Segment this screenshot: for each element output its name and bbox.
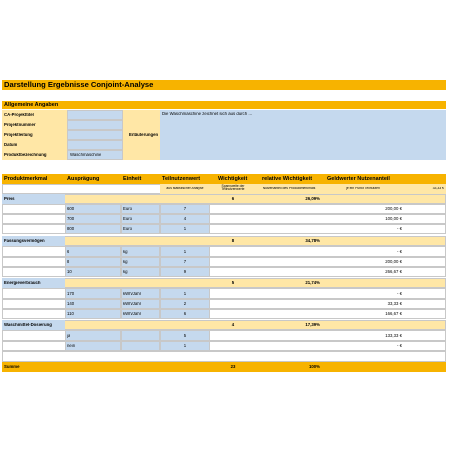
teilnutzen-value: 5: [183, 333, 187, 338]
erlaeuterungen-text-cell[interactable]: [160, 110, 446, 160]
auspraegung-cell[interactable]: [65, 246, 121, 257]
einheit-value: kg: [123, 270, 128, 274]
geld-value: 200,00 €: [385, 207, 402, 211]
auspraegung-cell[interactable]: [65, 257, 121, 267]
teilnutzen-value: 7: [183, 260, 187, 264]
page-title: Darstellung Ergebnisse Conjoint-Analyse: [4, 80, 154, 89]
group-name-preis: Preis: [4, 197, 15, 201]
einheit-cell[interactable]: [121, 341, 160, 351]
summe-wichtigkeit: 23: [230, 365, 236, 369]
col-auspraegung: Ausprägung: [67, 176, 100, 182]
teilnutzen-value: 1: [183, 344, 187, 348]
geld-value: 133,33 €: [385, 333, 402, 338]
col-einheit: Einheit: [123, 176, 142, 182]
geld-value: - €: [396, 344, 402, 348]
teilnutzen-value: 4: [183, 217, 187, 221]
group-name-fassungsvermoegen: Fassungsvermögen: [4, 239, 45, 243]
teilnutzen-value: 2: [183, 302, 187, 306]
subheader-geld: je ein Punkt Teilnutzen: [346, 187, 380, 190]
auspraegung-value: 700: [67, 217, 75, 221]
section-header-allgemein: Allgemeine Angaben: [4, 102, 59, 108]
auspraegung-value: 170: [67, 291, 75, 296]
teilnutzen-value: 1: [183, 227, 187, 231]
subheader-teilnutzen: aus statistischer Analyse: [166, 187, 204, 190]
auspraegung-value: ja: [67, 333, 71, 338]
einheit-cell[interactable]: [121, 330, 160, 341]
geld-value: 266,67 €: [385, 270, 402, 274]
auspraegung-value: 110: [67, 312, 74, 316]
subheader-relative: Nutzenanteil des Produktmerkmals: [262, 187, 316, 190]
geld-value: 200,00 €: [385, 260, 402, 264]
einheit-value: Euro: [123, 207, 133, 211]
auspraegung-cell[interactable]: [65, 267, 121, 277]
group-wichtigkeit: 5: [231, 281, 235, 285]
label-projektleitung: Projektleitung: [4, 133, 33, 137]
teilnutzen-value: 6: [183, 312, 187, 316]
summe-relative: 100%: [309, 365, 320, 369]
subheader-wichtigkeit: Spannweite der Teilnutzenwerte: [221, 183, 245, 191]
teilnutzen-value: 7: [183, 207, 187, 211]
produktbezeichnung-value: Waschmaschine: [70, 153, 102, 157]
auspraegung-value: 6: [67, 249, 70, 254]
einheit-value: Euro: [123, 227, 133, 231]
label-datum: Datum: [4, 143, 18, 147]
group-wichtigkeit: 6: [231, 197, 235, 201]
group-name-energieverbrauch: Energieverbrauch: [4, 281, 41, 285]
col-teilnutzenwert: Teilnutzenwert: [162, 176, 201, 182]
teilnutzen-value: 9: [183, 270, 187, 274]
summe-label: Summe: [4, 365, 20, 369]
field-projektleitung[interactable]: [67, 130, 123, 140]
geld-value: - €: [396, 249, 402, 254]
einheit-value: kg: [123, 260, 128, 264]
col-produktmerkmal: Produktmerkmal: [4, 176, 48, 182]
subheader-geld-value: 33,33 €: [432, 187, 444, 190]
group-relative: 17,39%: [305, 323, 320, 327]
group-name-waschmittel-dosierung: Waschmittel-Dosierung: [4, 323, 52, 327]
label-ca-projekttitel: CA-Projekttitel: [4, 113, 34, 117]
einheit-value: kg: [123, 249, 128, 254]
geld-value: 100,00 €: [385, 217, 402, 221]
empty-row: [2, 351, 446, 362]
einheit-value: kWh/Jahr: [123, 291, 142, 296]
group-relative: 26,09%: [305, 197, 320, 201]
group-wichtigkeit: 4: [231, 323, 235, 327]
erlaeuterungen-text: Die Waschmaschine zeichnet sich aus durch …: [162, 112, 253, 116]
group-relative: 21,74%: [305, 281, 320, 285]
einheit-value: kWh/Jahr: [123, 302, 142, 306]
col-wichtigkeit: Wichtigkeit: [218, 176, 248, 182]
einheit-value: kWh/Jahr: [123, 312, 142, 316]
auspraegung-value: 600: [67, 207, 75, 211]
teilnutzen-value: 1: [183, 291, 187, 296]
geld-value: 166,67 €: [385, 312, 402, 316]
auspraegung-value: nein: [67, 344, 76, 348]
auspraegung-value: 8: [67, 260, 70, 264]
field-projektnummer[interactable]: [67, 120, 123, 130]
field-ca-projekttitel[interactable]: [67, 110, 123, 120]
geld-value: 33,33 €: [387, 302, 402, 306]
einheit-value: Euro: [123, 217, 133, 221]
auspraegung-value: 140: [67, 302, 75, 306]
group-wichtigkeit: 8: [231, 239, 235, 243]
group-relative: 34,78%: [305, 239, 320, 243]
auspraegung-value: 10: [67, 270, 72, 274]
auspraegung-cell[interactable]: [65, 330, 121, 341]
erlaeuterungen-label: Erläuterungen: [129, 133, 159, 137]
col-relative-wichtigkeit: relative Wichtigkeit: [262, 176, 313, 182]
col-geldwerter-nutzenanteil: Geldwerter Nutzenanteil: [327, 176, 390, 182]
geld-value: - €: [396, 227, 402, 231]
label-projektnummer: Projektnummer: [4, 123, 36, 127]
field-datum[interactable]: [67, 140, 123, 150]
label-produktbezeichnung: Produktbezeichnung: [4, 153, 47, 157]
teilnutzen-value: 1: [183, 249, 187, 254]
geld-value: - €: [396, 291, 402, 296]
auspraegung-value: 800: [67, 227, 75, 231]
section-header-bar: [2, 101, 446, 109]
